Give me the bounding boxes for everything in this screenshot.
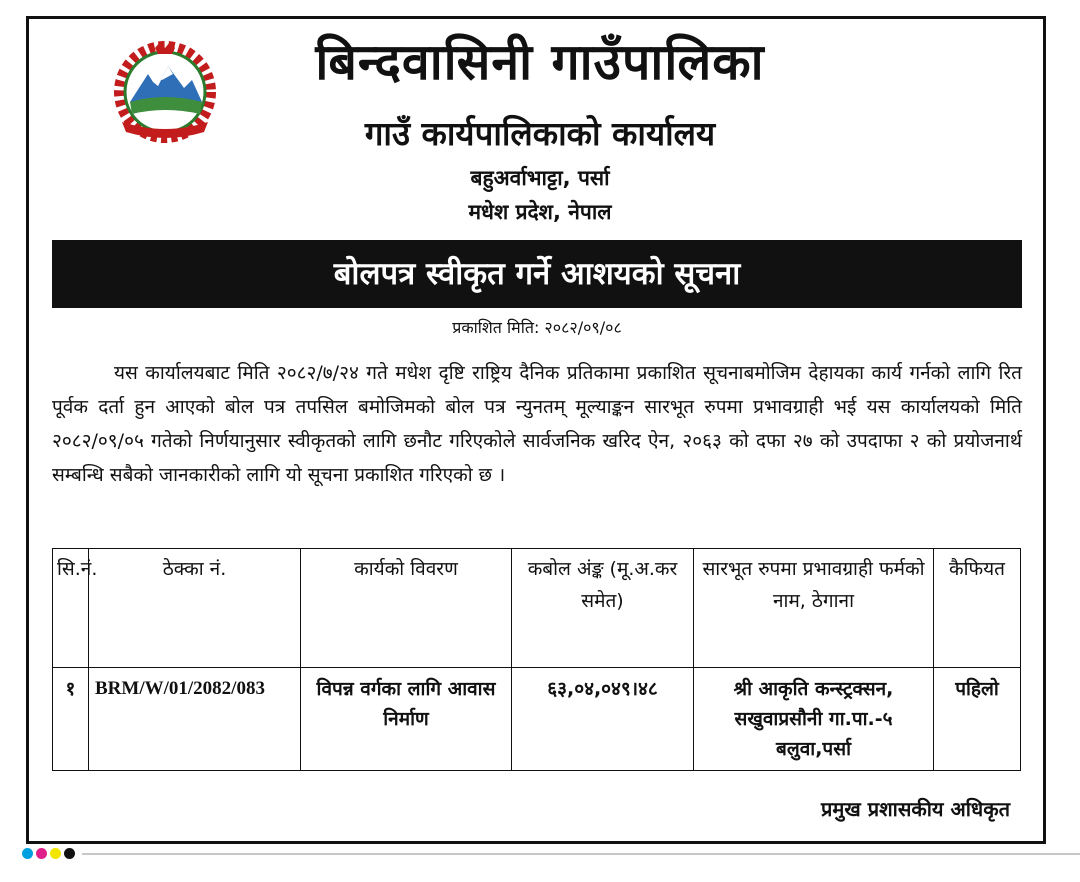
table-row	[53, 668, 1021, 771]
registration-dot	[36, 848, 47, 859]
notice-title-banner: बोलपत्र स्वीकृत गर्ने आशयको सूचना	[52, 240, 1022, 308]
header-description: कार्यको विवरण	[301, 549, 512, 668]
notice-body	[52, 356, 1022, 492]
cell-sn: १	[53, 668, 89, 771]
header-remarks: कैफियत	[934, 549, 1021, 668]
bottom-divider	[82, 853, 1080, 855]
table-header-row	[53, 549, 1021, 668]
cell-description: विपन्न वर्गका लागि आवास निर्माण	[301, 668, 512, 771]
header-contract-no: ठेक्का नं.	[89, 549, 301, 668]
signature-title: प्रमुख प्रशासकीय अधिकृत	[821, 797, 1010, 821]
tender-table	[52, 548, 1021, 771]
cell-firm: श्री आकृति कन्स्ट्रक्सन, सखुवाप्रसौनी गा.पा.-५ बलुवा,पर्सा	[694, 668, 934, 771]
address-line-1: बहुअर्वाभाट्टा, पर्सा	[470, 166, 610, 190]
registration-dots	[22, 848, 78, 860]
cell-remarks: पहिलो	[934, 668, 1021, 771]
registration-dot	[50, 848, 61, 859]
published-date: प्रकाशित मिति: २०८२/०९/०८	[452, 318, 622, 337]
cell-amount: ६३,०४,०४९।४८	[512, 668, 694, 771]
office-subtitle: गाउँ कार्यपालिकाको कार्यालय	[364, 114, 716, 153]
cell-contract-no: BRM/W/01/2082/083	[89, 668, 301, 771]
address-line-2: मधेश प्रदेश, नेपाल	[468, 200, 612, 224]
registration-dot	[64, 848, 75, 859]
municipality-title: बिन्दवासिनी गाउँपालिका	[315, 33, 765, 91]
header-sn: सि.नं.	[53, 549, 89, 668]
header-amount: कबोल अंङ्क (मू.अ.कर समेत)	[512, 549, 694, 668]
registration-dot	[22, 848, 33, 859]
notice-paragraph: यस कार्यालयबाट मिति २०८२/७/२४ गते मधेश दृष्टि राष्ट्रिय दैनिक प्रतिकामा प्रकाशित सूचनाबमोजिम देहायका कार्य गर्नको लागि रित पूर्वक दर्ता हुन आएको बोल पत्र तपसिल बमोजिमको बोल पत्र न्युनतम् मूल्याङ्कन सारभूत रुपमा प्रभावग्राही भई यस कार्यालयको मिति २०८२/०९/०५ गतेको निर्णयानुसार स्वीकृतको लागि छनौट गरिएकोले सार्वजनिक खरिद ऐन, २०६३ को दफा २७ को उपदाफा २ को प्रयोजनार्थ सम्बन्धि सबैको जानकारीको लागि यो सूचना प्रकाशित गरिएको छ ।	[52, 362, 1022, 486]
nepal-emblem-icon	[100, 40, 230, 144]
header-firm: सारभूत रुपमा प्रभावग्राही फर्मको नाम, ठेगाना	[694, 549, 934, 668]
